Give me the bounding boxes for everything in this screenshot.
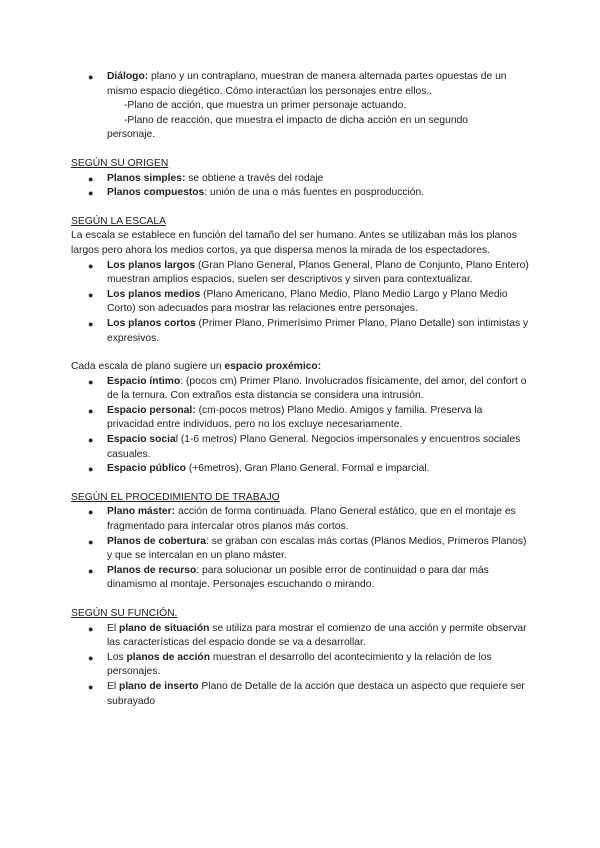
indented-text: -Plano de reacción, que muestra el impacto de dicha acción en un segundo (124, 114, 469, 126)
bold-term: plano de inserto (119, 680, 199, 692)
section-heading: SEGÚN LA ESCALA (71, 215, 166, 227)
bullet-icon: ● (88, 318, 94, 329)
body-text: (+6metros), Gran Plano General. Formal e imparcial. (185, 463, 430, 475)
body-text: (cm-pocos metros) Plano Medio. Amigos y familia. Preserva la privacidad entre individuos, pero no los excluye necesariamente. (107, 404, 483, 431)
body-text: se utiliza para mostrar el comienzo de una acción y permite observar las características del espacio donde se va a desarrollar. (107, 622, 527, 649)
bold-term: Diálogo: (107, 71, 149, 82)
spacer (71, 593, 529, 607)
body-text: : unión de una o más fuentes en posproducción. (204, 187, 425, 199)
bullet-item (71, 186, 529, 201)
bullet-item (71, 259, 529, 288)
section-heading: SEGÚN SU FUNCIÓN. (71, 608, 178, 619)
bold-term: Los planos largos (107, 259, 196, 271)
body-text: (Gran Plano General, Planos General, Plano de Conjunto, Plano Entero) muestran amplios espacios, suelen ser descriptivos y sirven para contextualizar. (107, 259, 529, 286)
bullet-icon: ● (88, 623, 94, 634)
body-text: (Primer Plano, Primerísimo Primer Plano, Plano Detalle) son intimistas y expresivos. (107, 317, 529, 344)
spacer (71, 477, 529, 491)
body-text: acción de forma continuada. Plano General estático, que en el montaje es fragmentado para intercalar otros planos más cortos. (107, 506, 516, 533)
bold-term: Planos de recurso (107, 564, 197, 576)
bold-term: Los planos cortos (107, 317, 196, 329)
body-text: (Plano Americano, Plano Medio, Plano Medio Largo y Plano Medio Corto) son adecuados para mostrar las relaciones entre personajes. (107, 288, 508, 315)
bullet-icon: ● (88, 72, 94, 82)
body-text: Los (107, 651, 127, 663)
bullet-item (71, 505, 529, 534)
bullet-item (71, 70, 529, 99)
body-text: Plano de Detalle de la acción que destaca un aspecto que requiere ser subrayado (107, 680, 525, 707)
bullet-item (71, 651, 529, 680)
bold-term: Los planos medios (107, 288, 201, 300)
indented-line (71, 99, 529, 114)
bullet-item (71, 288, 529, 317)
body-text: : (pocos cm) Primer Plano. Involucrados físicamente, del amor, del confort o de la ternura. Con extraños esta distancia se considera una intrusión. (107, 375, 527, 402)
bold-term: planos de acción (126, 651, 211, 663)
bullet-icon: ● (88, 652, 94, 663)
bold-term: Espacio público (107, 463, 186, 475)
spacer (71, 346, 529, 360)
bullet-icon: ● (88, 173, 94, 184)
document-body (71, 70, 529, 709)
bold-term: espacio proxémico: (224, 361, 322, 373)
bullet-icon: ● (88, 536, 94, 547)
bullet-icon: ● (88, 464, 94, 475)
bullet-item (71, 404, 529, 433)
section-heading: SEGÚN EL PROCEDIMIENTO DE TRABAJO (71, 491, 280, 503)
body-text: se obtiene a través del rodaje (185, 172, 324, 184)
bullet-item (71, 564, 529, 593)
bold-term: plano de situación (119, 622, 210, 634)
body-text: : se graban con escalas más cortas (Planos Medios, Primeros Planos) y que se intercalan en un plano máster. (107, 535, 527, 562)
body-text: El (107, 622, 120, 634)
bold-term: Espacio personal: (107, 404, 196, 416)
body-text: Cada escala de plano sugiere un (71, 361, 225, 373)
bullet-icon: ● (88, 405, 94, 416)
bullet-item (71, 375, 529, 404)
bold-term: Espacio socia (107, 434, 176, 446)
bullet-item (71, 433, 529, 462)
paragraph (71, 360, 529, 375)
bold-term: Espacio íntimo (107, 375, 181, 387)
bullet-icon: ● (88, 188, 94, 199)
spacer (71, 143, 529, 157)
body-text: plano y un contraplano, muestran de manera alternada partes opuestas de un mismo espacio diegético. Cómo interactúan los personajes entre ellos.. (107, 71, 507, 97)
bullet-icon: ● (88, 435, 94, 446)
bullet-icon: ● (88, 507, 94, 518)
bold-term: Planos compuestos (107, 187, 205, 199)
body-text: muestran el desarrollo del acontecimiento y la relación de los personajes. (107, 651, 492, 678)
bullet-item (71, 680, 529, 709)
section-heading: SEGÚN SU ORIGEN (71, 157, 169, 169)
body-text: El (107, 680, 120, 692)
spacer (71, 201, 529, 215)
body-text: : para solucionar un posible error de continuidad o para dar más dinamismo al montaje. Personajes escuchando o mirando. (107, 564, 489, 591)
bold-term: Planos simples: (107, 172, 186, 184)
bullet-icon: ● (88, 565, 94, 576)
bold-term: Plano máster: (107, 506, 176, 518)
bullet-item (71, 317, 529, 346)
body-text: l (1-6 metros) Plano General. Negocios impersonales y encuentros sociales casuales. (107, 434, 521, 460)
bullet-item (71, 622, 529, 651)
bullet-item (71, 462, 529, 477)
bullet-item (71, 535, 529, 564)
bold-term: Planos de cobertura (107, 535, 206, 547)
indented-line (71, 114, 529, 143)
indented-continuation: personaje. (107, 129, 156, 141)
bullet-item (71, 172, 529, 187)
indented-text: -Plano de acción, que muestra un primer personaje actuando. (124, 100, 407, 112)
bullet-icon: ● (88, 260, 94, 271)
bullet-icon: ● (88, 681, 94, 692)
paragraph: La escala se establece en función del tamaño del ser humano. Antes se utilizaban más los planos largos pero ahora los medios cortos, ya que dispersa menos la mirada de los espectadores. (71, 230, 517, 256)
bullet-icon: ● (88, 289, 94, 300)
bullet-icon: ● (88, 376, 94, 387)
